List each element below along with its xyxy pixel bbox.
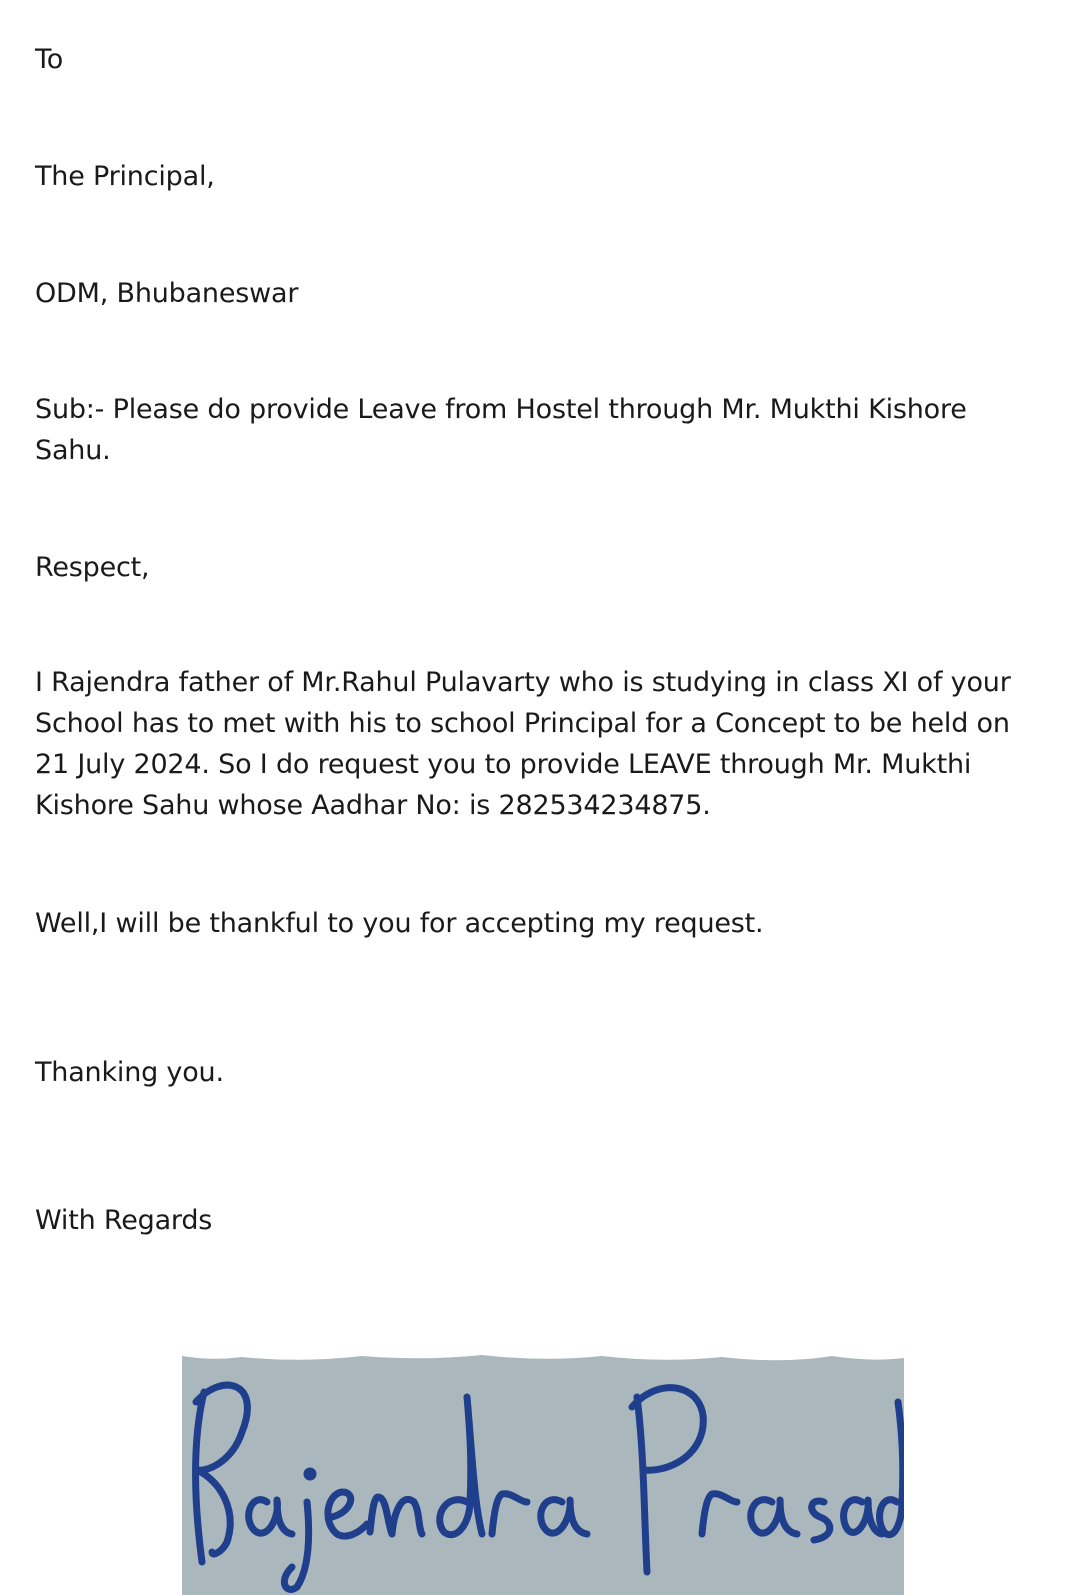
handwritten-signature xyxy=(182,1352,904,1595)
salutation-line: Respect, xyxy=(35,552,150,583)
signature-image xyxy=(182,1352,904,1595)
address-line: ODM, Bhubaneswar xyxy=(35,278,299,309)
closing-line: Thanking you. xyxy=(35,1057,224,1088)
recipient-line: The Principal, xyxy=(35,161,215,192)
body-paragraph: I Rajendra father of Mr.Rahul Pulavarty who is studying in class XI of your School has to met with his to school Principal for a Concept to be held on 21 July 2024. So I do request you to provide LEAVE through Mr. Mukthi Kishore Sahu whose Aadhar No: is 282534234875. xyxy=(35,667,1011,821)
thanks-line: Well,I will be thankful to you for accepting my request. xyxy=(35,908,764,939)
regards-line: With Regards xyxy=(35,1205,213,1236)
to-line: To xyxy=(35,44,64,75)
subject-line: Sub:- Please do provide Leave from Hostel through Mr. Mukthi Kishore Sahu. xyxy=(35,394,967,466)
